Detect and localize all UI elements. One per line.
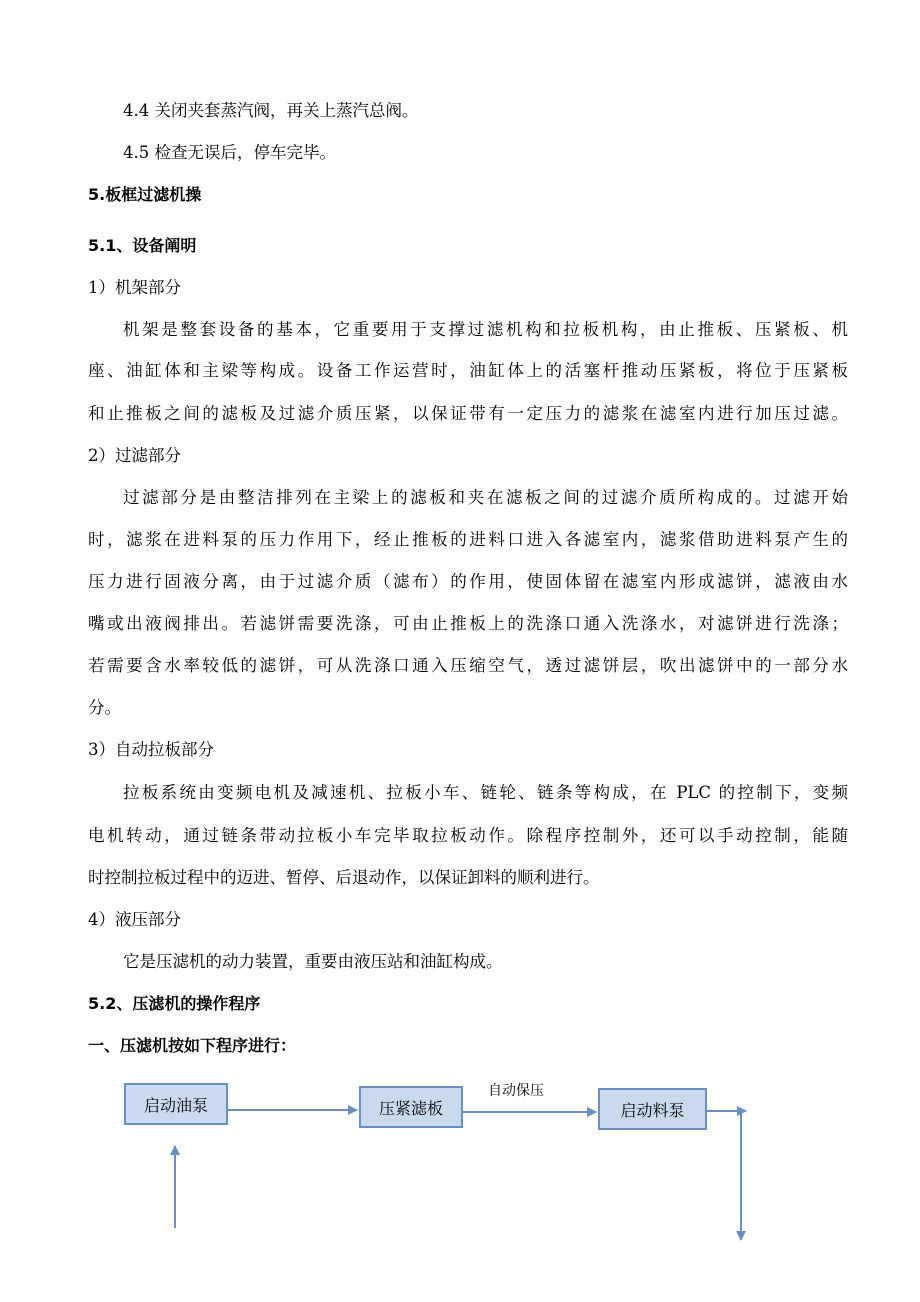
paragraph-line: 时控制拉板过程中的迈进、暂停、后退动作，以保证卸料的顺利进行。 xyxy=(88,868,600,887)
section-heading-5-1: 5.1、设备阐明 xyxy=(88,236,197,255)
paragraph-line: 电机转动，通过链条带动拉板小车完毕取拉板动作。除程序控制外，还可以手动控制，能随 xyxy=(88,826,848,845)
subheading-filter: 2）过滤部分 xyxy=(88,446,181,465)
paragraph-line: 座、油缸体和主梁等构成。设备工作运营时，油缸体上的活塞杆推动压紧板，将位于压紧板 xyxy=(88,361,848,380)
section-heading-5: 5.板框过滤机操 xyxy=(88,185,202,204)
paragraph-line: 它是压滤机的动力装置，重要由液压站和油缸构成。 xyxy=(123,952,503,971)
start-oil-pump-box: 启动油泵 xyxy=(124,1083,228,1125)
subheading-hydraulic: 4）液压部分 xyxy=(88,910,181,929)
paragraph-line: 嘴或出液阀排出。若滤饼需要洗涤，可由止推板上的洗涤口通入洗涤水，对滤饼进行洗涤； xyxy=(88,614,848,633)
procedure-heading: 一、压滤机按如下程序进行： xyxy=(88,1036,297,1055)
subheading-auto-pull: 3）自动拉板部分 xyxy=(88,740,214,759)
start-feed-pump-box: 启动料泵 xyxy=(598,1088,707,1130)
step-4-4: 4.4 关闭夹套蒸汽阀，再关上蒸汽总阀。 xyxy=(123,101,419,120)
paragraph-line: 分。 xyxy=(88,698,121,717)
paragraph-line: 时，滤浆在进料泵的压力作用下，经止推板的进料口进入各滤室内，滤浆借助进料泵产生的 xyxy=(88,530,848,549)
paragraph-line: 过滤部分是由整洁排列在主梁上的滤板和夹在滤板之间的过滤介质所构成的。过滤开始 xyxy=(123,488,848,507)
paragraph-line: 若需要含水率较低的滤饼，可从洗涤口通入压缩空气，透过滤饼层，吹出滤饼中的一部分水 xyxy=(88,656,848,675)
section-heading-5-2: 5.2、压滤机的操作程序 xyxy=(88,994,261,1013)
paragraph-line: 和止推板之间的滤板及过滤介质压紧，以保证带有一定压力的滤浆在滤室内进行加压过滤。 xyxy=(88,404,848,423)
paragraph-line: 机架是整套设备的基本，它重要用于支撑过滤机构和拉板机构，由止推板、压紧板、机 xyxy=(123,320,848,339)
paragraph-line: 拉板系统由变频电机及减速机、拉板小车、链轮、链条等构成，在 PLC 的控制下，变频 xyxy=(123,783,848,802)
paragraph-line: 压力进行固液分离，由于过滤介质（滤布）的作用，使固体留在滤室内形成滤饼，滤液由水 xyxy=(88,572,848,591)
subheading-frame: 1）机架部分 xyxy=(88,278,181,297)
press-plate-box: 压紧滤板 xyxy=(359,1086,463,1128)
step-4-5: 4.5 检查无误后，停车完毕。 xyxy=(123,143,336,162)
auto-pressure-label: 自动保压 xyxy=(488,1083,544,1099)
